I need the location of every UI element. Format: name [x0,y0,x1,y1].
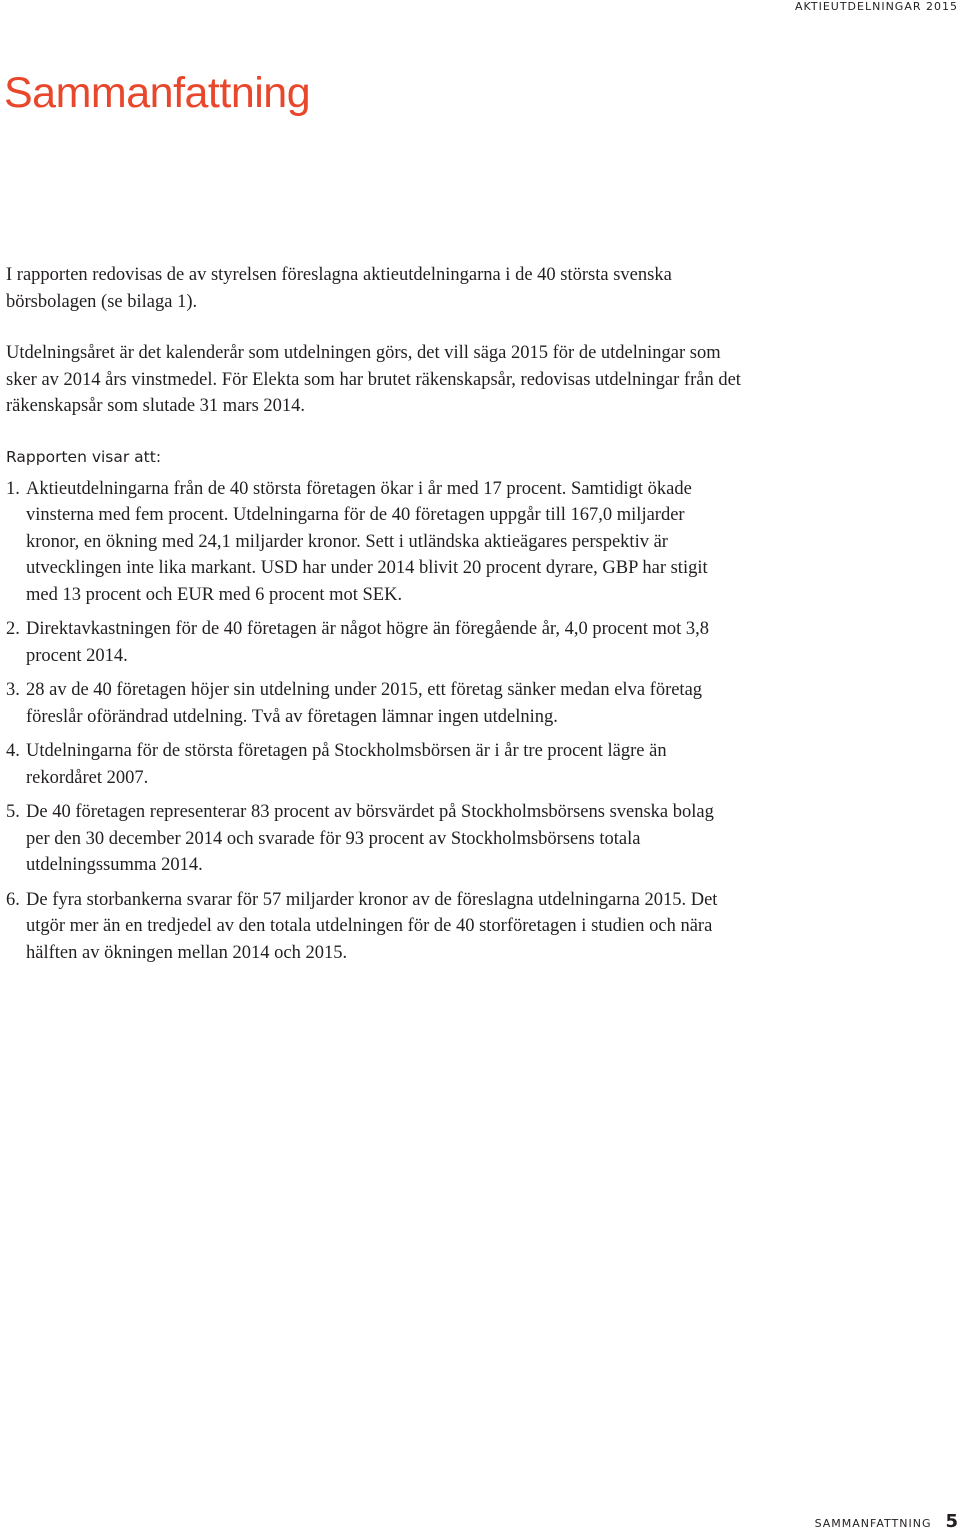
page-number: 5 [945,1511,958,1532]
finding-number: 4. [6,741,20,761]
finding-item-5 [6,799,741,879]
finding-number: 1. [6,478,20,499]
finding-text: Aktieutdelningarna från de 40 största företagen ökar i år med 17 procent. Samtidigt ökade vinsterna med fem procent. Utdelningarna för de 40 företagen uppgår till 167,0 miljarder kronor, en ökning med 24,1 miljarder kronor. Sett i utländska aktieägares perspektiv är utvecklingen inte lika markant. USD har under 2014 blivit 20 procent dyrare, GBP har stigit med 13 procent och EUR med 6 procent mot SEK. [26,478,708,605]
finding-number: 3. [6,680,20,700]
running-header: AKTIEUTDELNINGAR 2015 [794,0,958,13]
finding-text: De 40 företagen representerar 83 procent av börsvärdet på Stockholmsbörsens svenska bolag per den 30 december 2014 och svarade för 93 procent av Stockholmsbörsens totala utdelningssumma 2014. [26,802,714,875]
finding-item-6 [6,887,741,967]
finding-item-3 [6,677,741,730]
page-footer [815,1511,958,1532]
finding-item-4 [6,738,741,791]
findings-list [6,476,741,967]
footer-section-label: SAMMANFATTNING [814,1517,932,1530]
finding-item-2 [6,616,741,669]
page-title: Sammanfattning [4,69,311,117]
finding-text: 28 av de 40 företagen höjer sin utdelning under 2015, ett företag sänker medan elva företag föreslår oförändrad utdelning. Två av företagen lämnar ingen utdelning. [26,680,703,727]
finding-item-1 [6,476,741,609]
main-content [6,262,741,966]
intro-paragraph-2: Utdelningsåret är det kalenderår som utdelningen görs, det vill säga 2015 för de utdelningar som sker av 2014 års vinstmedel. För Elekta som har brutet räkenskapsår, redovisas utdelningar från det räkenskapsår som slutade 31 mars 2014. [6,343,741,416]
intro-paragraph-1: I rapporten redovisas de av styrelsen föreslagna aktieutdelningarna i de 40 största svenska börsbolagen (se bilaga 1). [6,265,672,312]
finding-text: Direktavkastningen för de 40 företagen är något högre än föregående år, 4,0 procent mot 3,8 procent 2014. [26,619,709,666]
finding-number: 2. [6,619,20,639]
finding-text: De fyra storbankerna svarar för 57 miljarder kronor av de föreslagna utdelningarna 2015. Det utgör mer än en tredjedel av den totala utdelningen för de 40 storföretagen i studien och nära hälften av ökningen mellan 2014 och 2015. [26,889,718,963]
finding-number: 6. [6,889,20,910]
finding-text: Utdelningarna för de största företagen på Stockholmsbörsen är i år tre procent lägre än rekordåret 2007. [26,741,667,788]
finding-number: 5. [6,802,20,822]
findings-heading: Rapporten visar att: [6,447,162,466]
